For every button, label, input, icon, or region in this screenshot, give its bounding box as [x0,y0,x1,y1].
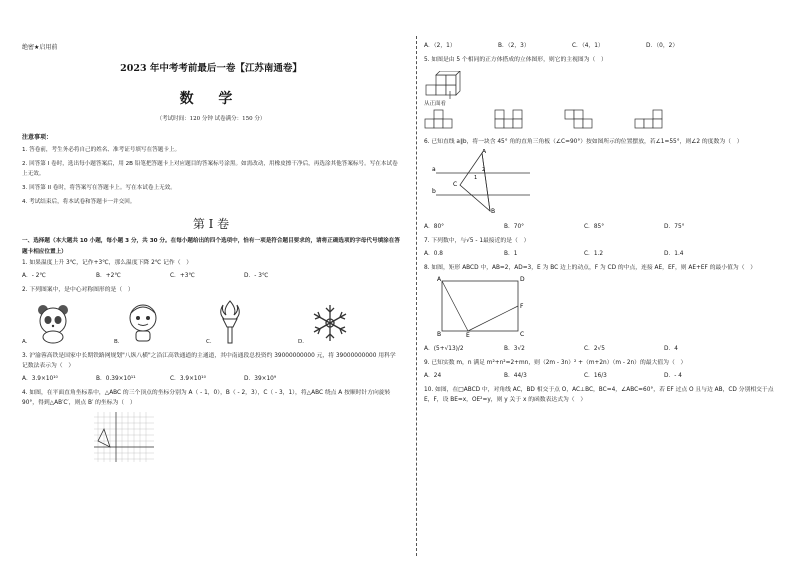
label-b: B [491,208,496,215]
note-item: 1. 答卷前，考生务必将自己的姓名、准考证号填写在答题卡上。 [22,147,181,153]
question-1: 1. 如果温度上升 3℃，记作+3℃，那么温度下降 2℃ 记作（ ） [22,260,193,266]
line-b-label: b [432,188,436,195]
question-6: 6. 已知直线 a∥b，将一块含 45° 角的直角三角板（∠C=90°）按如图所示的位置摆放，若∠1=55°，则∠2 的度数为（ ） [424,139,743,145]
option-b: B．（2，3） [498,43,530,49]
question-3: 3. 沪渝蓉高铁是国家中长期铁路网规划"八纵八横"之沿江高铁通道的主通道，其中南通段总投资约 39000000000 元，将 39000000000 用科学记数法表示为（ ） [22,353,396,369]
label-e: E [466,332,470,337]
label-c: C [520,331,525,337]
exam-title: 2023 年中考考前最后一卷【江苏南通卷】 [120,63,302,74]
question-6-options [424,221,774,230]
label-f: F [520,303,524,310]
option-a: A．80° [424,224,445,230]
exam-meta: （考试时间：120 分钟 试卷满分：150 分） [156,116,266,122]
option-b: B．44/3 [504,373,527,379]
column-divider [416,36,417,556]
option-c: C．2√5 [584,346,605,352]
label-c: C [453,181,458,188]
question-8: 8. 如图，矩形 ABCD 中，AB=2，AD=3，E 为 BC 边上的动点，F 为 CD 的中点，连接 AE，EF，则 AE+EF 的最小值为（ ） [424,265,757,271]
line-a-label: a [432,166,436,173]
question-2-figures [22,299,400,345]
option-d: D．1.4 [664,251,684,257]
option-b: B．1 [504,251,518,257]
exam-subject: 数 学 [179,91,243,107]
label-b: B [437,331,442,337]
panda-mascot-icon [31,301,75,345]
option-d: D．- 4 [664,373,682,379]
option-b: B．+2℃ [96,273,121,279]
cube-stack-figure [424,71,472,107]
torch-icon [215,299,245,345]
figure-c [206,299,298,345]
option-a [424,109,494,129]
option-d [634,109,704,129]
notes-heading: 注意事项： [22,134,53,141]
option-c: C．1.2 [584,251,604,257]
option-d: D．4 [664,346,678,352]
figure-d [298,301,390,345]
question-8-options [424,343,774,352]
option-b [494,109,564,129]
question-5-options [424,109,774,129]
option-a: A．3.9×10¹⁰ [22,376,58,382]
question-9-options [424,370,774,379]
option-b: B．70° [504,224,525,230]
question-4: 4. 如图，在平面直角坐标系中，△ABC 的三个顶点的坐标分别为 A（ - 1，0），B（ - 2，3），C（ - 3，1），将△ABC 绕点 A 按顺时针方向旋转 90°，得到△AB′C′，则点 B′ 的坐标为（ ） [22,390,391,406]
question-5: 5. 如图是由 5 个相同的正方体搭成的立体图形，则它的主视图为（ ） [424,57,607,63]
view-d-icon [634,109,666,129]
cube-stack-icon [424,71,464,99]
secret-mark: 绝密★启用前 [22,44,58,51]
option-a: A．0.8 [424,251,443,257]
option-c: C．+3℃ [170,273,195,279]
option-c: C．16/3 [584,373,607,379]
question-7-options [424,248,774,257]
label-d: D [520,276,525,283]
option-c: C．85° [584,224,605,230]
left-column [22,56,400,556]
view-b-icon [494,109,526,129]
option-a: A．24 [424,373,442,379]
question-10: 10. 如图，在□ABCD 中，对角线 AC，BD 相交于点 O，AC⊥BC，BC=4，∠ABC=60°，若 EF 过点 O 且与边 AB，CD 分别相交于点 E，F，设 BE=x，OE²=y，则 y 关于 x 的函数表达式为（ ） [424,387,774,403]
section-heading: 一、选择题（本大题共 10 小题，每小题 3 分，共 30 分。在每小题给出的四个选项中，恰有一项是符合题目要求的，请将正确选项的字母代号填涂在答题卡相应位置上） [22,238,400,255]
option-c [564,109,634,129]
option-c: C．3.9×10¹⁰ [170,376,206,382]
question-9: 9. 已知实数 m，n 满足 m²+n²=2+mn，则（2m - 3n）² +（m+2n）（m - 2n）的最大值为（ ） [424,360,687,366]
option-d: D．- 3℃ [244,273,269,279]
question-3-options [22,373,400,382]
view-c-icon [564,109,596,129]
question-2: 2. 下列图案中，是中心对称图形的是（ ） [22,287,134,293]
option-b: B．0.39×10¹¹ [96,376,136,382]
angle-2-label: 2 [482,167,486,173]
question-4-options [424,40,774,49]
option-a: A．- 2℃ [22,273,46,279]
option-b: B．3√2 [504,346,525,352]
figure-c-label: C． [206,339,216,345]
option-d: D．（0，2） [646,43,679,49]
right-column [424,36,774,556]
option-d: D．39×10⁹ [244,376,277,382]
figure-b-label: B． [114,339,124,345]
figure-a-label: A． [22,339,32,345]
figure-a [22,301,114,345]
parallel-lines-figure [432,149,532,215]
question-7: 7. 下列数中，与√5 - 1最接近的是（ ） [424,238,530,244]
option-d: D．75° [664,224,685,230]
label-a: A [437,276,442,283]
note-item: 4. 考试结束后，将本试卷和答题卡一并交回。 [22,199,136,205]
snowflake-icon [308,301,352,345]
figure-d-label: D． [298,339,308,345]
rectangle-figure [436,275,526,337]
front-view-label: 从正面看 [424,101,447,107]
option-a: A．（2，1） [424,43,456,49]
option-a: A．(5+√13)/2 [424,346,464,352]
label-a: A [482,149,487,155]
question-1-options [22,270,400,279]
view-a-icon [424,109,456,129]
part-title: 第 I 卷 [192,217,230,231]
coordinate-grid-figure [94,412,154,462]
note-item: 3. 回答第 II 卷时，将答案写在答题卡上。写在本试卷上无效。 [22,185,176,191]
lantern-mascot-icon [123,301,163,345]
figure-b [114,301,206,345]
option-c: C．（4，1） [572,43,604,49]
angle-1-label: 1 [474,175,478,181]
note-item: 2. 回答第 I 卷时，选出每小题答案后，用 2B 铅笔把答题卡上对应题目的答案标号涂黑。如需改动，用橡皮擦干净后，再选涂其他答案标号。写在本试卷上无效。 [22,161,398,177]
